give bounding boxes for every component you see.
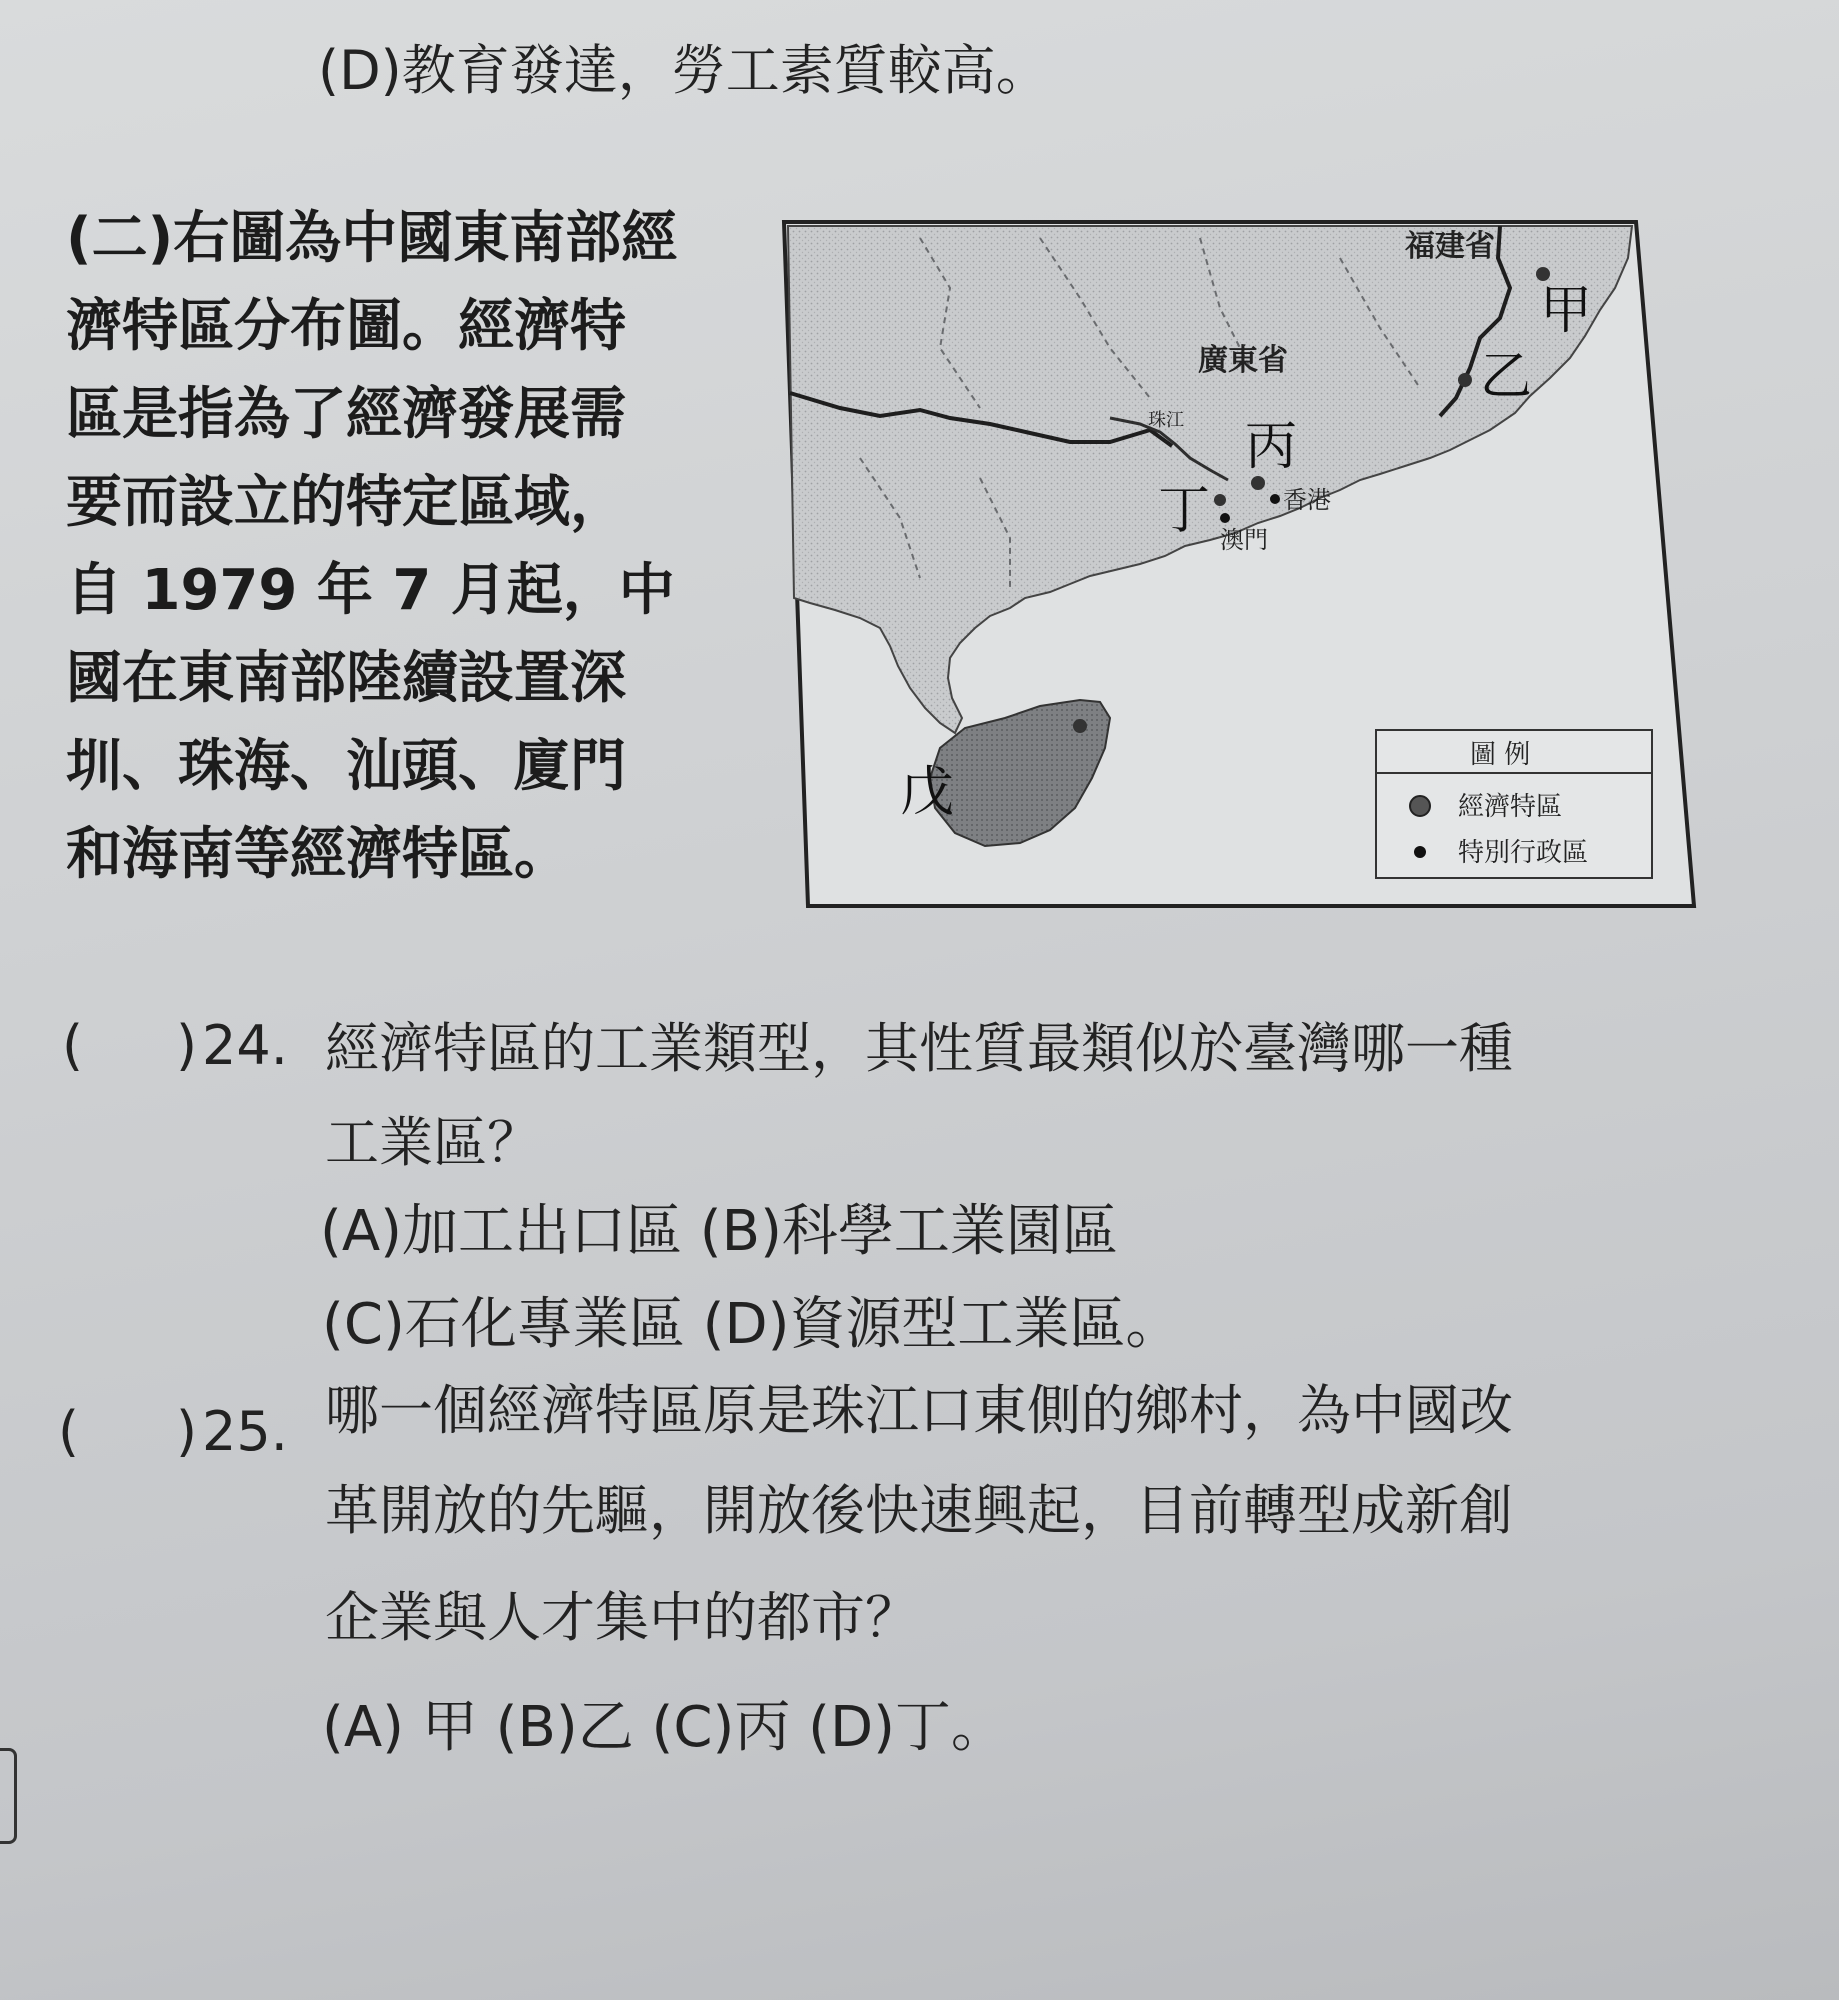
q25-options-line: (A) 甲 (B)乙 (C)丙 (D)丁。 [322, 1695, 1007, 1760]
q25-stem-line: 哪一個經濟特區原是珠江口東側的鄉村，為中國改 [325, 1379, 1513, 1442]
sar-dot-icon [1414, 846, 1426, 858]
margin-bracket-mark [0, 1748, 17, 1844]
sez-dot-jia [1536, 267, 1550, 281]
q25-number: 25. [202, 1400, 288, 1463]
intro-line: 濟特區分布圖。經濟特 [66, 294, 626, 359]
q24-answer-paren-open: ( [62, 1014, 84, 1077]
sez-dot-wu [1073, 719, 1087, 733]
label-hongkong: 香港 [1283, 486, 1331, 514]
label-fujian: 福建省 [1405, 229, 1495, 264]
map-svg [780, 218, 1700, 911]
marker-yi: 乙 [1480, 347, 1533, 407]
label-macau: 澳門 [1220, 526, 1268, 554]
legend-title: 圖 例 [1470, 740, 1531, 770]
marker-bing: 丙 [1245, 417, 1298, 477]
q25-stem-line: 企業與人才集中的都市？ [325, 1586, 919, 1649]
intro-line: 區是指為了經濟發展需 [66, 382, 626, 447]
legend-label-sar: 特別行政區 [1458, 838, 1589, 868]
intro-line: 圳、珠海、汕頭、廈門 [66, 734, 626, 799]
sar-dot-macau [1220, 513, 1230, 523]
marker-ding: 丁 [1158, 481, 1211, 541]
intro-line: 國在東南部陸續設置深 [66, 646, 626, 711]
sez-dot-bing [1251, 476, 1265, 490]
sar-dot-hongkong [1270, 494, 1280, 504]
intro-line: (二)右圖為中國東南部經 [66, 206, 678, 271]
prev-question-option-d: (D)教育發達，勞工素質較高。 [318, 39, 1050, 102]
marker-jia: 甲 [1540, 281, 1593, 341]
sez-dot-yi [1458, 373, 1472, 387]
intro-line: 和海南等經濟特區。 [66, 822, 570, 887]
marker-wu: 戊 [900, 760, 954, 823]
intro-line: 自 1979 年 7 月起，中 [66, 558, 675, 623]
sez-dot-icon [1410, 796, 1430, 816]
q24-number: 24. [202, 1014, 288, 1077]
q25-answer-paren-close: ) [176, 1400, 198, 1463]
intro-line: 要而設立的特定區域， [66, 470, 626, 535]
sez-distribution-map [780, 218, 1700, 911]
q25-stem-line: 革開放的先驅，開放後快速興起，目前轉型成新創 [325, 1479, 1513, 1542]
label-pearl-river: 珠江 [1148, 410, 1184, 431]
q24-stem-line: 工業區？ [325, 1111, 541, 1174]
q24-stem-line: 經濟特區的工業類型，其性質最類似於臺灣哪一種 [325, 1017, 1513, 1080]
label-guangdong: 廣東省 [1198, 343, 1288, 378]
q25-answer-paren-open: ( [58, 1400, 80, 1463]
map-legend [1376, 730, 1652, 878]
sez-dot-ding [1214, 494, 1226, 506]
q24-options-line: (C)石化專業區 (D)資源型工業區。 [322, 1292, 1182, 1357]
intro-paragraph [66, 195, 736, 899]
q24-answer-paren-close: ) [176, 1014, 198, 1077]
q24-options-line: (A)加工出口區 (B)科學工業園區 [320, 1199, 1118, 1264]
legend-label-sez: 經濟特區 [1458, 792, 1563, 822]
